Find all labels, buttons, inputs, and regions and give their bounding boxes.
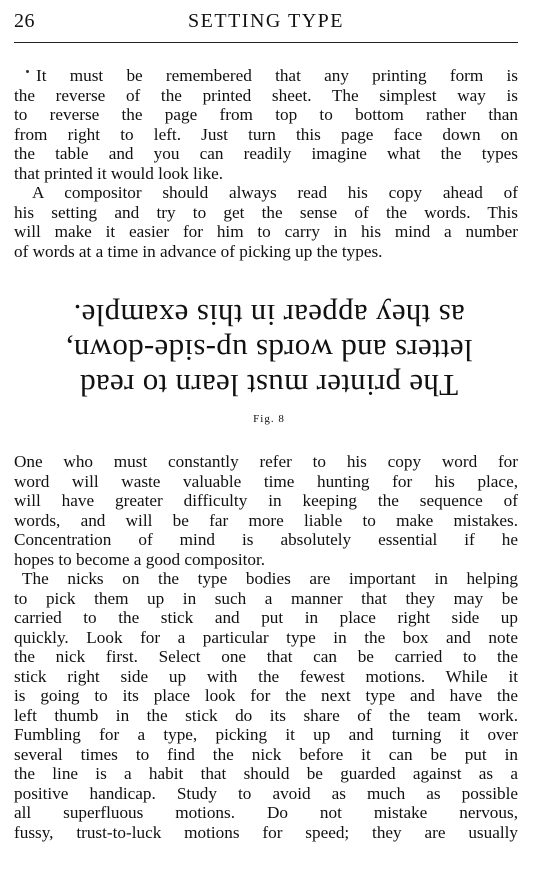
figure-upside-down-text	[40, 298, 498, 402]
page-header	[14, 6, 518, 38]
text-line: the reverse of the printed sheet. The simplest way is	[14, 85, 518, 105]
figure-text-block	[40, 298, 498, 403]
text-line: Concentration of mind is absolutely essential if he	[14, 530, 518, 549]
paragraph-type-nicks	[14, 569, 518, 842]
text-line: A compositor should always read his copy ahead of	[32, 183, 518, 202]
figure-line: as they appear in this example.	[73, 298, 465, 333]
text-line: all superfluous motions. Do not mistake nervous,	[14, 803, 518, 822]
text-line: the table and you can readily imagine what the types	[14, 144, 518, 163]
text-line: words, and will be far more liable to make mistakes.	[14, 510, 518, 530]
text-line: the line is a habit that should be guarded against as a	[14, 764, 518, 783]
header-rule	[14, 42, 518, 43]
paragraph-reverse-form	[14, 66, 518, 183]
figure-line: letters and words up-side-down,	[65, 333, 473, 368]
text-line: left thumb in the stick do its share of the team work.	[14, 705, 518, 725]
figure-line: The printer must learn to read	[79, 368, 459, 403]
text-line: the nick first. Select one that can be carried to the	[14, 647, 518, 666]
text-line: hopes to become a good compositor.	[14, 549, 266, 569]
text-line: that printed it would look like.	[14, 163, 224, 183]
text-line: will have greater difficulty in keeping the sequence of	[14, 491, 518, 510]
running-head: SETTING TYPE	[188, 10, 344, 32]
text-line: of words at a time in advance of picking up the types.	[14, 241, 383, 261]
text-line: fussy, trust-to-luck motions for speed; they are usually	[14, 822, 518, 842]
text-line: word will waste valuable time hunting for his place,	[14, 471, 518, 491]
text-line: from right to left. Just turn this page face down on	[14, 124, 518, 144]
text-line: is going to its place look for the next type and have the	[14, 686, 518, 705]
paragraph-refer-copy	[14, 452, 518, 569]
text-line: The nicks on the type bodies are important in helping	[22, 569, 518, 588]
page-number: 26	[14, 10, 35, 32]
text-line: Fumbling for a type, picking it up and turning it over	[14, 725, 518, 744]
figure-caption: Fig. 8	[253, 413, 285, 425]
text-line: to reverse the page from top to bottom rather than	[14, 105, 518, 124]
text-line: quickly. Look for a particular type in the box and note	[14, 627, 518, 647]
text-line: positive handicap. Study to avoid as much as possible	[14, 783, 518, 803]
text-line: will make it easier for him to carry in his mind a number	[14, 222, 518, 241]
text-line: carried to the stick and put in place right side up	[14, 608, 518, 627]
text-line: several times to find the nick before it can be put in	[14, 744, 518, 764]
text-line: One who must constantly refer to his copy word for	[14, 452, 518, 471]
text-line: his setting and try to get the sense of the words. This	[14, 202, 518, 222]
text-line: It must be remembered that any printing form is	[36, 66, 518, 85]
paragraph-read-ahead	[14, 183, 518, 261]
text-line: stick right side up with the fewest motions. While it	[14, 666, 518, 686]
text-line: to pick them up in such a manner that they may be	[14, 588, 518, 608]
